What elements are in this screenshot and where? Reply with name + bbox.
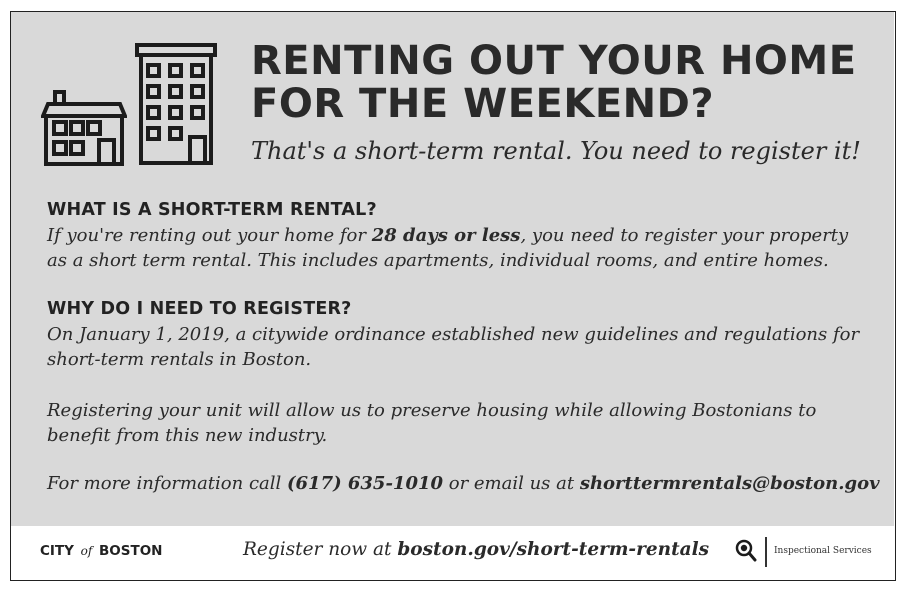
- logo-of: of: [80, 544, 93, 558]
- apartment-building-icon: [135, 43, 217, 165]
- contact-line: [47, 471, 880, 496]
- register-url: boston.gov/short-term-rentals: [397, 539, 710, 560]
- logo-boston: BOSTON: [99, 543, 163, 559]
- department-name: Inspectional Services: [774, 546, 872, 556]
- text-segment: Register now at: [243, 539, 398, 560]
- flyer: [10, 11, 896, 581]
- text-segment: , you need to register your property as a short term rental. This includes apartments, individual rooms, and entire homes.: [47, 225, 849, 271]
- email-address: shorttermrentals@boston.gov: [579, 473, 880, 494]
- section-text-ordinance: On January 1, 2019, a citywide ordinance established new guidelines and regulations for short-term rentals in Boston.: [47, 324, 860, 370]
- house-icon: [41, 90, 127, 168]
- emphasis-days: 28 days or less: [371, 225, 521, 246]
- magnifier-icon: [735, 539, 757, 563]
- section-text-preserve: Registering your unit will allow us to preserve housing while allowing Bostonians to benefit from this new industry.: [47, 400, 817, 446]
- text-segment: or email us at: [443, 473, 580, 494]
- section-heading-what: WHAT IS A SHORT-TERM RENTAL?: [47, 200, 377, 220]
- divider: [765, 537, 767, 567]
- section-heading-why: WHY DO I NEED TO REGISTER?: [47, 299, 352, 319]
- city-of-boston-logo: [40, 543, 162, 559]
- tagline: That's a short-term rental. You need to register it!: [251, 137, 861, 165]
- logo-city: CITY: [40, 543, 74, 559]
- text-segment: If you're renting out your home for: [47, 225, 372, 246]
- text-segment: For more information call: [47, 473, 287, 494]
- info-panel: [11, 12, 894, 526]
- register-line: [243, 539, 709, 560]
- section-text-what: [47, 223, 867, 273]
- footer: [11, 526, 894, 580]
- phone-number: (617) 635-1010: [287, 473, 444, 494]
- page-title: RENTING OUT YOUR HOME FOR THE WEEKEND?: [251, 38, 857, 127]
